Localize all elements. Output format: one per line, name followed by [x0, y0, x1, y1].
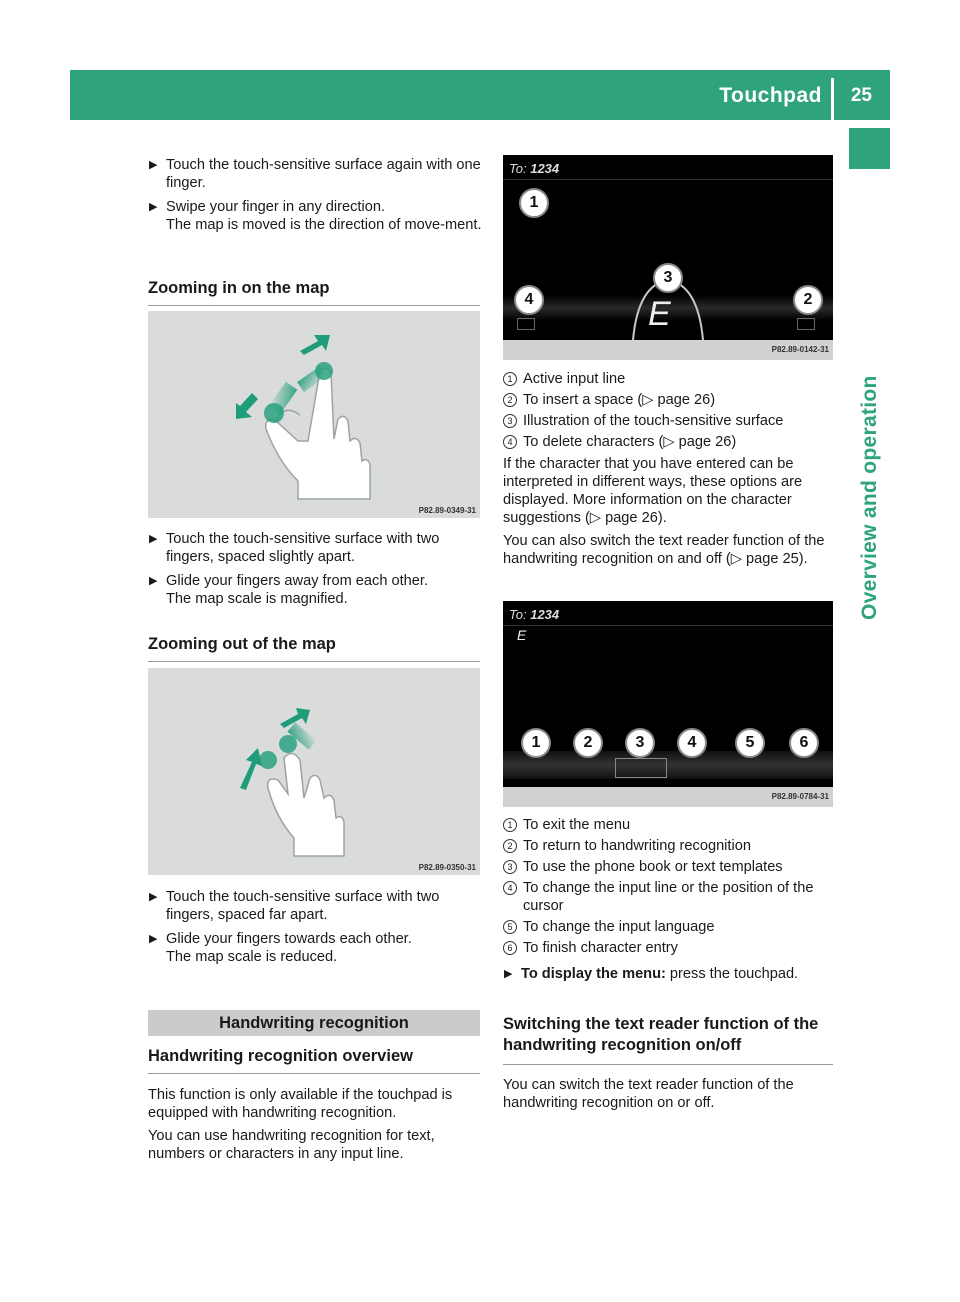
callout-1: 1	[519, 188, 549, 218]
handwriting-screen-illustration	[503, 155, 833, 360]
legend-item: 6 To finish character entry	[503, 939, 835, 957]
legend-item: 5 To change the input language	[503, 918, 835, 936]
section-heading-switch: Switching the text reader function of the handwriting recognition on/off	[503, 1014, 833, 1065]
delete-key-icon	[517, 318, 535, 330]
figure-code: P82.89-0349-31	[418, 506, 476, 515]
hand-spread-icon	[148, 311, 480, 518]
paragraph: If the character that you have entered can be interpreted in different ways, these options are displayed. More information on the character suggestions (▷ page 26).	[503, 456, 803, 526]
callout-6: 6	[789, 728, 819, 758]
space-key-icon	[797, 318, 815, 330]
step-arrow-icon: ▶	[149, 533, 158, 545]
recipient-line: To: 1234	[509, 161, 560, 176]
legend-item: 2 To return to handwriting recognition	[503, 837, 835, 855]
figure-footer: P82.89-0784-31	[503, 787, 833, 807]
zoom-out-illustration	[148, 668, 480, 875]
step-item: ▶ Touch the touch-sensitive surface again with one finger.	[149, 157, 481, 191]
paragraph: You can switch the text reader function of the handwriting recognition on or off.	[503, 1077, 794, 1111]
zoom-out-steps	[148, 888, 482, 972]
legend-item: 3 To use the phone book or text templates	[503, 858, 835, 876]
entered-text: E	[517, 627, 527, 643]
section-heading-zoom-in: Zooming in on the map	[148, 278, 480, 306]
paragraph: You can also switch the text reader function of the handwriting recognition on and off (▷ page 25).	[503, 533, 825, 567]
callout-5: 5	[735, 728, 765, 758]
callout-2: 2	[573, 728, 603, 758]
step-item: ▶ Glide your fingers towards each other. The map scale is reduced.	[149, 931, 412, 965]
legend-item: 4 To delete characters (▷ page 26)	[503, 433, 835, 451]
step-item: ▶ Swipe your finger in any direction. The map is moved is the direction of move-ment.	[149, 199, 482, 233]
step-arrow-icon: ▶	[149, 201, 158, 213]
legend-list-1	[503, 370, 835, 573]
divider	[503, 625, 833, 626]
callout-2: 2	[793, 285, 823, 315]
section-heading-zoom-out: Zooming out of the map	[148, 634, 480, 662]
step-item: ▶ Touch the touch-sensitive surface with two fingers, spaced far apart.	[149, 889, 440, 923]
callout-4: 4	[677, 728, 707, 758]
step-arrow-icon: ▶	[149, 891, 158, 903]
callout-3: 3	[653, 263, 683, 293]
menu-selection-highlight	[615, 758, 667, 778]
callout-4: 4	[514, 285, 544, 315]
section-tab-marker	[849, 128, 890, 169]
intro-steps	[148, 156, 482, 240]
legend-list-2	[503, 816, 835, 989]
hand-pinch-icon	[148, 668, 480, 875]
paragraph: This function is only available if the touchpad is equipped with handwriting recognition.	[148, 1087, 453, 1121]
figure-code: P82.89-0350-31	[418, 863, 476, 872]
step-item: ▶ Touch the touch-sensitive surface with two fingers, spaced slightly apart.	[149, 531, 440, 565]
drawn-character: E	[648, 295, 671, 333]
header-separator	[831, 78, 834, 120]
legend-item: 3 Illustration of the touch-sensitive surface	[503, 412, 835, 430]
step-arrow-icon: ▶	[149, 159, 158, 171]
handwriting-menu-illustration	[503, 601, 833, 807]
section-side-label: Overview and operation	[858, 375, 881, 620]
section-heading-overview: Handwriting recognition overview	[148, 1046, 480, 1074]
step-arrow-icon: ▶	[149, 575, 158, 587]
legend-item: 1 To exit the menu	[503, 816, 835, 834]
step-arrow-icon: ▶	[504, 968, 513, 980]
paragraph: You can use handwriting recognition for text, numbers or characters in any input line.	[148, 1128, 435, 1162]
page-header	[70, 70, 890, 120]
header-title: Touchpad	[719, 84, 822, 107]
callout-3: 3	[625, 728, 655, 758]
recipient-line: To: 1234	[509, 607, 560, 622]
step-arrow-icon: ▶	[149, 933, 158, 945]
zoom-in-illustration	[148, 311, 480, 518]
section-banner: Handwriting recognition	[148, 1010, 480, 1036]
figure-footer: P82.89-0142-31	[503, 340, 833, 360]
menu-bar	[503, 751, 833, 779]
callout-1: 1	[521, 728, 551, 758]
overview-text	[148, 1086, 482, 1168]
step-item: ▶ Glide your fingers away from each other. The map scale is magnified.	[149, 573, 429, 607]
legend-item: 2 To insert a space (▷ page 26)	[503, 391, 835, 409]
zoom-in-steps	[148, 530, 482, 614]
page-number: 25	[850, 85, 872, 106]
legend-item: 4 To change the input line or the position of the cursor	[503, 879, 835, 915]
step-item: ▶ To display the menu: press the touchpad.	[504, 966, 799, 982]
legend-item: 1 Active input line	[503, 370, 835, 388]
